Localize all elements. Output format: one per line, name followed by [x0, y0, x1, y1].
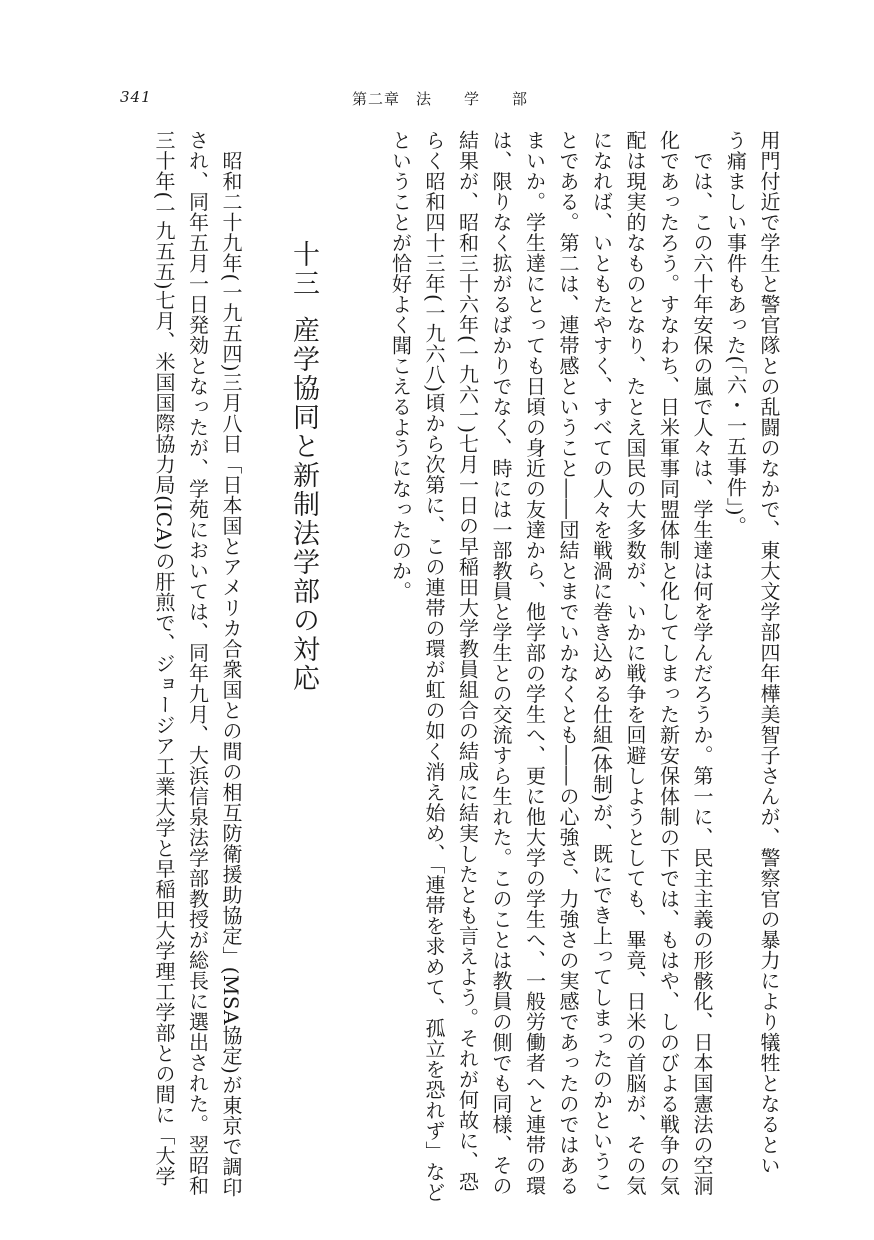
text-line: まいか。学生達にとっても日頃の身近の友達から、他学部の学生へ、更に他大学の学生へ、一般労働者へと連帯の環 [522, 130, 547, 1196]
text-line: 結果が、昭和三十六年(一九六一)七月一日の早稲田大学教員組合の結成に結実したとも言えよう。それが何故に、恐 [455, 130, 480, 1193]
body-text [95, 130, 785, 1203]
page-number: 341 [120, 88, 152, 106]
text-line: 用門付近で学生と警官隊との乱闘のなかで、東大文学部四年樺美智子さんが、警察官の暴力により犠牲となるとい [757, 130, 781, 1176]
text-line: とである。第二は、連帯感ということ――団結とまでいかなくとも――の心強さ、力強さの実感であったのではある [556, 130, 580, 1196]
section-number: 十三 [288, 240, 319, 298]
text-line: は、限りなく拡がるばかりでなく、時には一部教員と学生との交流すら生れた。このことは教員の側でも同様、その [489, 130, 513, 1196]
text-line: され、同年五月一日発効となったが、学苑においては、同年九月、大浜信泉法学部教授が総長に選出された。翌昭和 [185, 130, 210, 1196]
text-line: 化であったろう。すなわち、日米軍事同盟体制と化してしまった新安保体制の下では、もはや、しのびよる戦争の気 [656, 130, 681, 1196]
section-heading [281, 130, 325, 1180]
running-header: 第二章 法 学 部 [352, 90, 529, 108]
section-title: 産学協同と新制法学部の対応 [288, 316, 319, 693]
text-line: う痛ましい事件もあった(「六・一五事件」)。 [723, 130, 748, 537]
text-line: になれば、いともたやすく、すべての人々を戦渦に巻き込める仕組(体制)が、既にでき上ってしまったのかというこ [589, 130, 614, 1193]
text-line: 昭和二十九年(一九五四)三月八日「日本国とアメリカ合衆国との間の相互防衛援助協定」(MSA協定)が東京で調印 [219, 130, 243, 1198]
text-line: ということが恰好よく聞こえるようになったのか。 [388, 130, 413, 602]
text-line: らく昭和四十三年(一九六八)頃から次第に、この連帯の環が虹の如く消え始め、「連帯を求めて、孤立を恐れず」など [422, 130, 446, 1203]
text-line: 配は現実的なものとなり、たとえ国民の大多数が、いかに戦争を回避しようとしても、畢竟、日米の首脳が、その気 [623, 130, 647, 1196]
text-line: 三十年(一九五五)七月、米国国際協力局(ICA)の肝煎で、ジョージア工業大学と早稲田大学理工学部との間に「大学 [152, 130, 176, 1187]
text-line: では、この六十年安保の嵐で人々は、学生達は何を学んだろうか。第一に、民主主義の形骸化、日本国憲法の空洞 [690, 130, 714, 1196]
